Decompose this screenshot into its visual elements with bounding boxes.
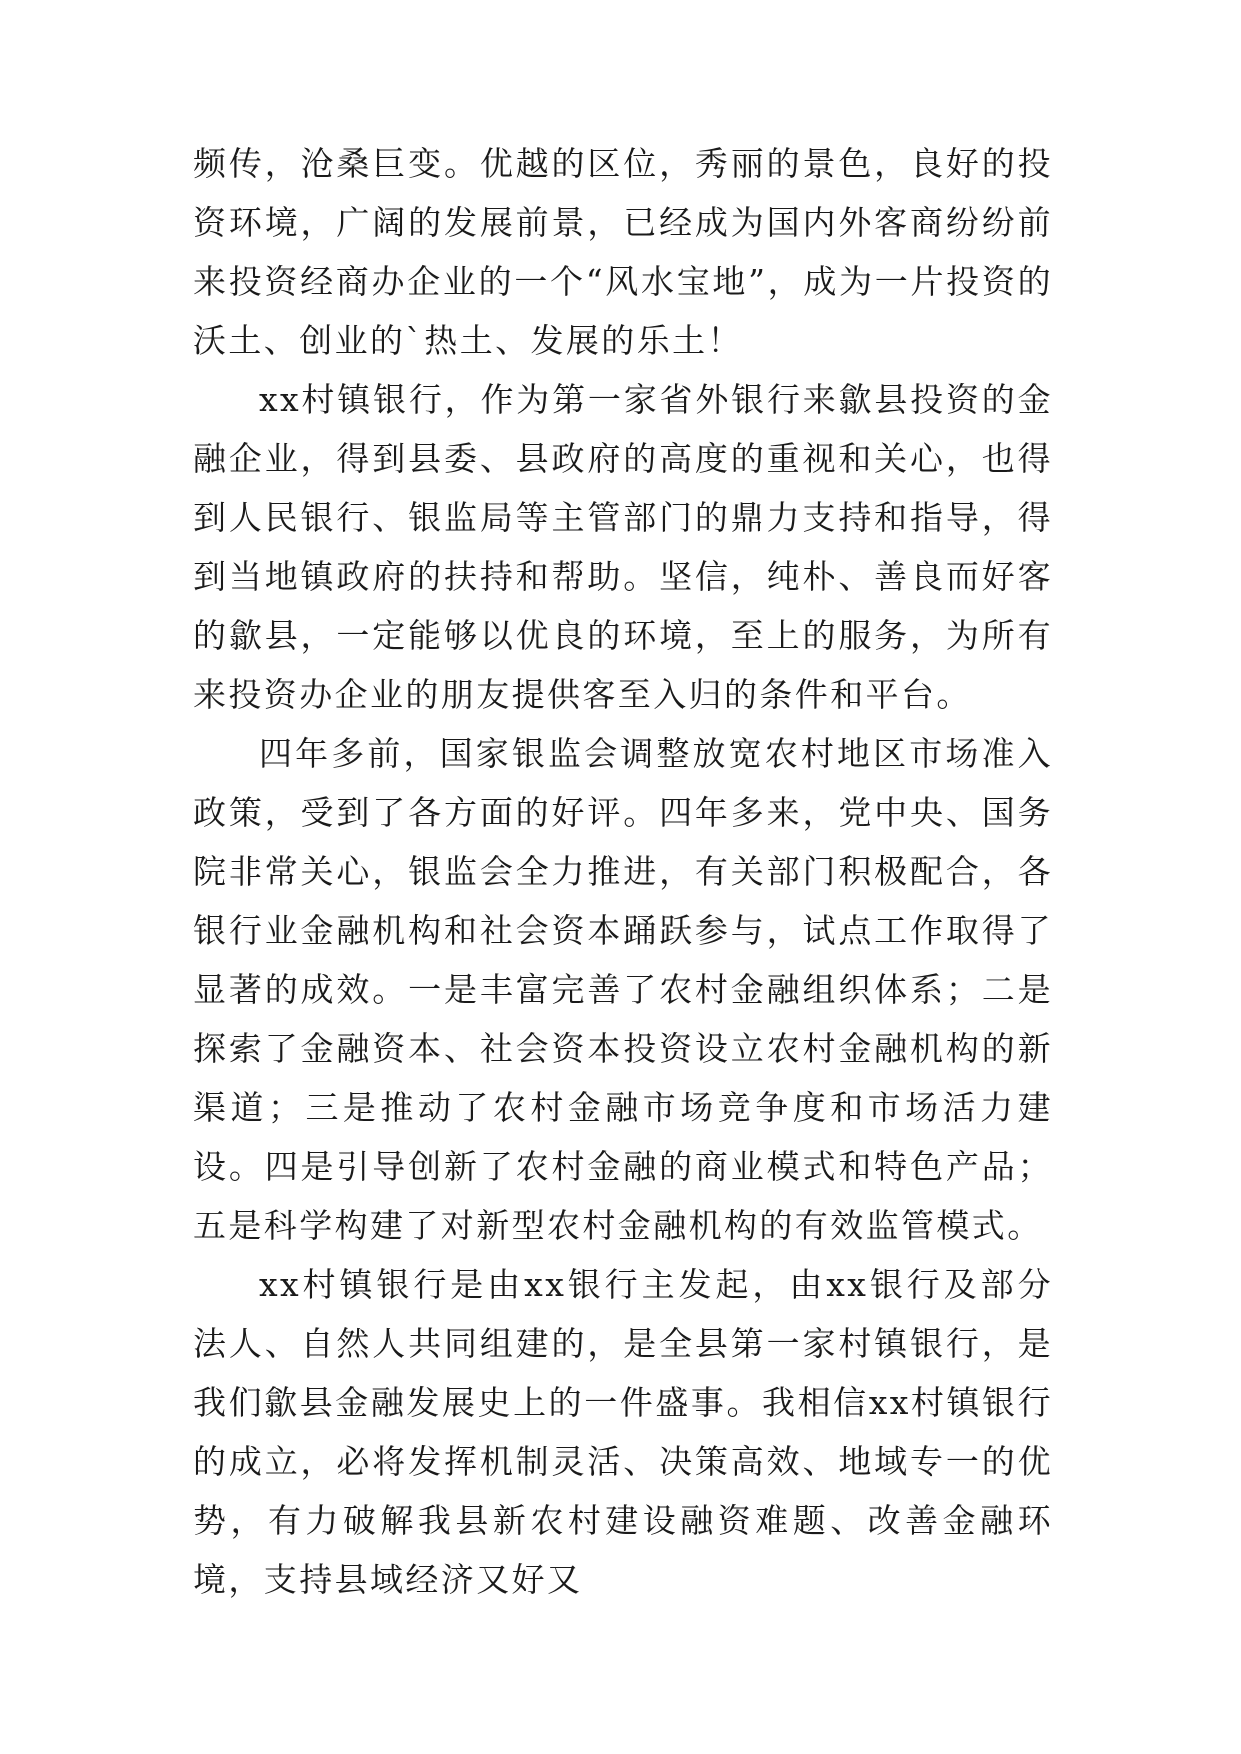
- paragraph-3: 四年多前，国家银监会调整放宽农村地区市场准入政策，受到了各方面的好评。四年多来，党中央、国务院非常关心，银监会全力推进，有关部门积极配合，各银行业金融机构和社会资本踊跃参与，试点工作取得了显著的成效。一是丰富完善了农村金融组织体系；二是探索了金融资本、社会资本投资设立农村金融机构的新渠道；三是推动了农村金融市场竞争度和市场活力建设。四是引导创新了农村金融的商业模式和特色产品；五是科学构建了对新型农村金融机构的有效监管模式。: [193, 734, 1053, 1245]
- paragraph-4: xx村镇银行是由xx银行主发起，由xx银行及部分法人、自然人共同组建的，是全县第一家村镇银行，是我们歙县金融发展史上的一件盛事。我相信xx村镇银行的成立，必将发挥机制灵活、决策高效、地域专一的优势，有力破解我县新农村建设融资难题、改善金融环境，支持县域经济又好又: [193, 1265, 1053, 1599]
- paragraph-2: xx村镇银行，作为第一家省外银行来歙县投资的金融企业，得到县委、县政府的高度的重视和关心，也得到人民银行、银监局等主管部门的鼎力支持和指导，得到当地镇政府的扶持和帮助。坚信，纯朴、善良而好客的歙县，一定能够以优良的环境，至上的服务，为所有来投资办企业的朋友提供客至入归的条件和平台。: [193, 380, 1053, 714]
- document-page: [193, 134, 1053, 1609]
- paragraph-1: 频传，沧桑巨变。优越的区位，秀丽的景色，良好的投资环境，广阔的发展前景，已经成为国内外客商纷纷前来投资经商办企业的一个“风水宝地”，成为一片投资的沃土、创业的`热土、发展的乐土！: [193, 144, 1053, 360]
